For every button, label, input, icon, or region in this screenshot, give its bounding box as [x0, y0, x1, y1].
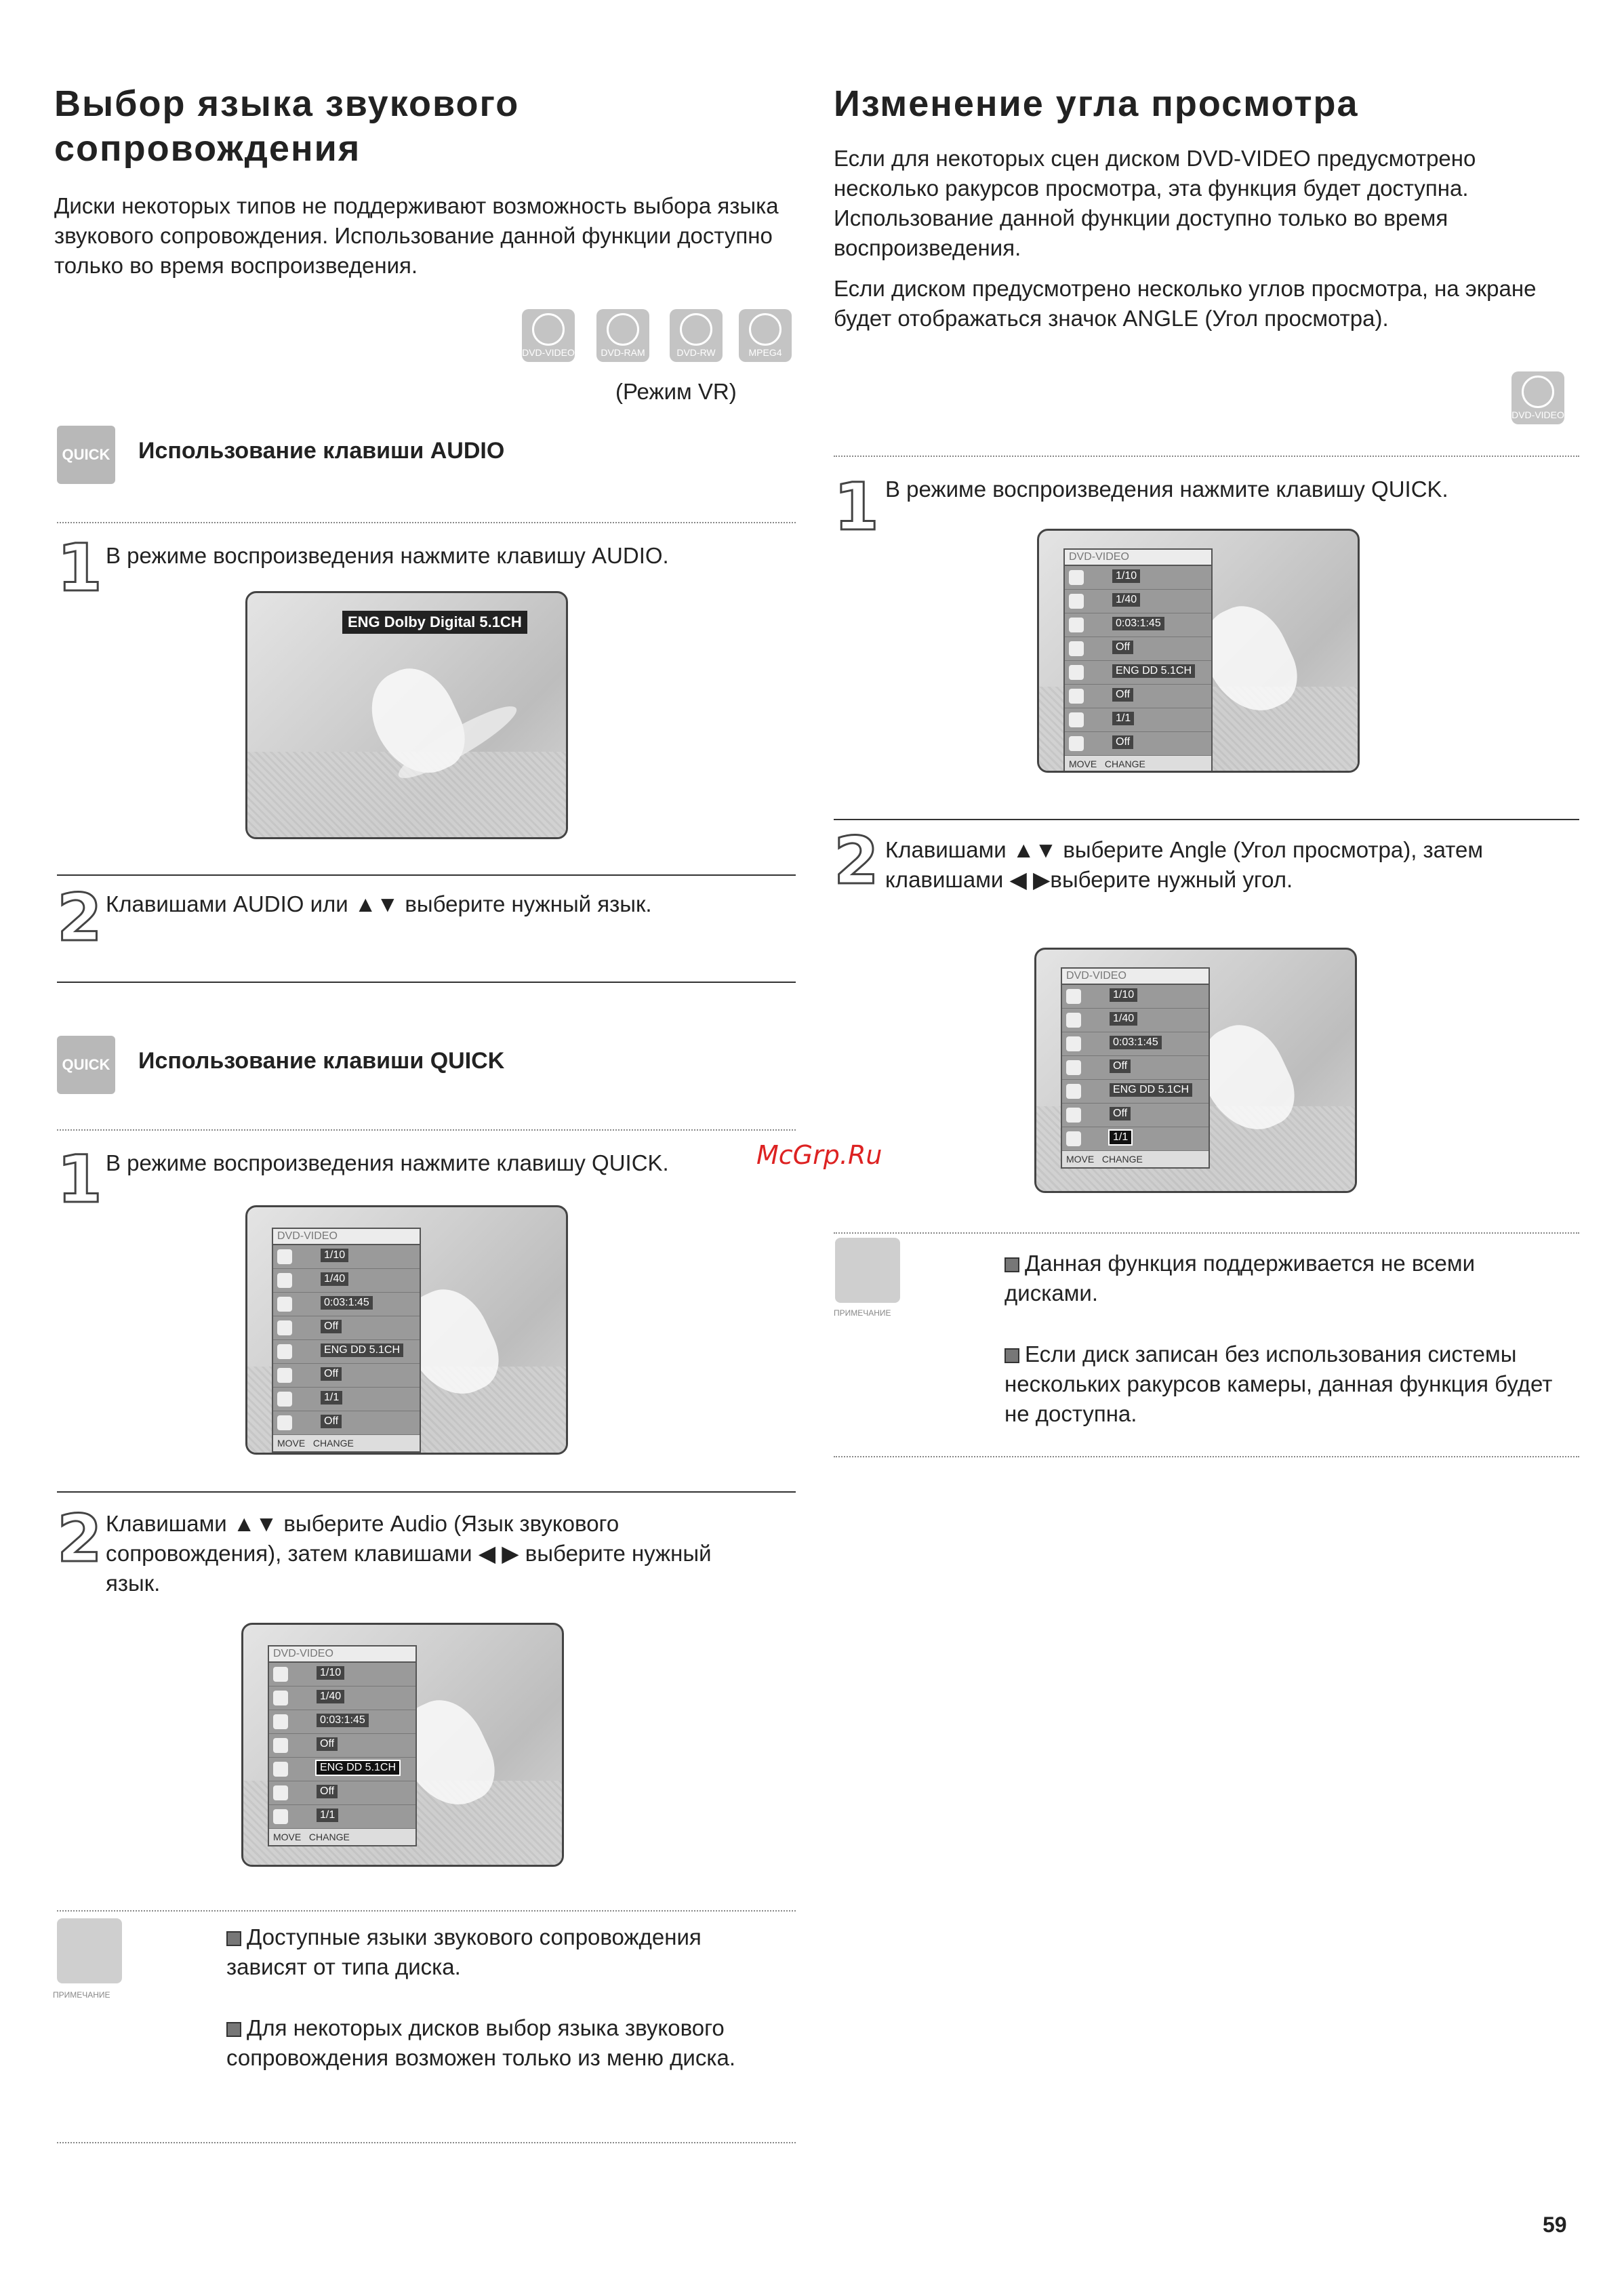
menu-title: DVD-VIDEO: [273, 1229, 420, 1245]
quick-menu: [268, 1645, 417, 1846]
divider: [57, 874, 796, 876]
menu-row[interactable]: Off: [273, 1316, 420, 1340]
step-number: 2: [57, 1501, 102, 1577]
note-label: ПРИМЕЧАНИЕ: [53, 1990, 110, 2000]
quick-menu: [1061, 967, 1210, 1169]
quick-badge-icon: QUICK: [57, 1036, 115, 1094]
divider: [57, 2142, 796, 2143]
menu-row[interactable]: Off: [1065, 685, 1211, 708]
note-item: Если диск записан без использования системы нескольких ракурсов камеры, данная функция будет не доступна.: [1004, 1341, 1553, 1426]
audio-osd-label: ENG Dolby Digital 5.1CH: [342, 611, 527, 634]
divider: [57, 1910, 796, 1912]
menu-row[interactable]: 1/10: [1062, 985, 1209, 1009]
divider: [57, 982, 796, 983]
step-number: 1: [834, 469, 879, 545]
menu-row[interactable]: 0:03:1:45: [1065, 613, 1211, 637]
note-label: ПРИМЕЧАНИЕ: [834, 1308, 891, 1318]
quick-menu-screen: [245, 1205, 568, 1455]
divider: [834, 819, 1579, 820]
divider: [834, 456, 1579, 457]
audio-menu-screen: [241, 1623, 564, 1867]
menu-row[interactable]: 1/10: [269, 1663, 415, 1686]
menu-row[interactable]: 1/1: [269, 1805, 415, 1829]
step-number: 2: [834, 823, 879, 899]
step-number: 1: [57, 1142, 102, 1217]
step-text: В режиме воспроизведения нажмите клавишу QUICK.: [885, 477, 1448, 502]
dvd-rw-icon: DVD-RW: [670, 309, 723, 362]
step-number: 2: [57, 880, 102, 956]
menu-row[interactable]: Off: [1065, 637, 1211, 661]
menu-row-audio-selected[interactable]: ENG DD 5.1CH: [269, 1758, 415, 1781]
menu-footer: MOVE CHANGE: [1062, 1151, 1209, 1167]
menu-row[interactable]: 0:03:1:45: [1062, 1032, 1209, 1056]
dvd-ram-icon: DVD-RAM: [596, 309, 649, 362]
audio-osd-screen: [245, 591, 568, 839]
menu-row[interactable]: 1/40: [269, 1686, 415, 1710]
menu-title: DVD-VIDEO: [1065, 550, 1211, 566]
menu-row[interactable]: Off: [1062, 1104, 1209, 1127]
watermark: McGrp.Ru: [756, 1140, 882, 1170]
note-pencil-icon: [57, 1918, 122, 1983]
menu-row[interactable]: Off: [273, 1364, 420, 1388]
menu-row-angle-selected[interactable]: 1/1: [1062, 1127, 1209, 1151]
menu-row[interactable]: 0:03:1:45: [273, 1293, 420, 1316]
divider: [57, 1129, 796, 1131]
menu-footer: MOVE CHANGE: [273, 1435, 420, 1451]
divider: [57, 522, 796, 523]
menu-row[interactable]: ENG DD 5.1CH: [273, 1340, 420, 1364]
step-number: 1: [57, 530, 102, 606]
left-title: Выбор языка звукового сопровождения: [54, 83, 520, 169]
divider: [834, 1232, 1579, 1234]
dvd-video-icon: DVD-VIDEO: [522, 309, 575, 362]
step-text: В режиме воспроизведения нажмите клавишу AUDIO.: [106, 543, 669, 568]
page-number: 59: [1543, 2213, 1567, 2237]
right-intro-angle: Если диском предусмотрено несколько углов просмотра, на экране будет отображаться значок ANGLE (Угол просмотра).: [834, 276, 1537, 331]
divider: [834, 1456, 1579, 1457]
note-item: Доступные языки звукового сопровождения зависят от типа диска.: [226, 1924, 702, 1979]
angle-menu-screen: [1034, 948, 1357, 1193]
left-intro: Диски некоторых типов не поддерживают возможность выбора языка звукового сопровождения. Использование данной функции доступно только во время воспроизведения.: [54, 193, 779, 278]
menu-title: DVD-VIDEO: [269, 1646, 415, 1663]
note-item: Для некоторых дисков выбор языка звукового сопровождения возможен только из меню диска.: [226, 2015, 736, 2070]
step-text: Клавишами ▲▼ выберите Angle (Угол просмотра), затем клавишами ◀ ▶выберите нужный угол.: [885, 837, 1484, 892]
note-pencil-icon: [835, 1238, 900, 1303]
menu-row[interactable]: ENG DD 5.1CH: [1062, 1080, 1209, 1104]
menu-row[interactable]: 1/10: [273, 1245, 420, 1269]
mpeg4-icon: MPEG4: [739, 309, 792, 362]
menu-title: DVD-VIDEO: [1062, 969, 1209, 985]
menu-row[interactable]: 1/1: [1065, 708, 1211, 732]
quick-menu: [1063, 548, 1213, 773]
menu-row[interactable]: Off: [1065, 732, 1211, 756]
step-text: В режиме воспроизведения нажмите клавишу QUICK.: [106, 1150, 669, 1175]
note-item: Данная функция поддерживается не всеми дисками.: [1004, 1251, 1476, 1306]
section-quick-title: Использование клавиши QUICK: [138, 1048, 505, 1074]
menu-row[interactable]: 1/10: [1065, 566, 1211, 590]
menu-row[interactable]: 0:03:1:45: [269, 1710, 415, 1734]
menu-row[interactable]: ENG DD 5.1CH: [1065, 661, 1211, 685]
quick-menu: [272, 1228, 421, 1453]
menu-row[interactable]: 1/40: [1062, 1009, 1209, 1032]
quick-badge-icon: QUICK: [57, 426, 115, 484]
menu-row[interactable]: Off: [273, 1411, 420, 1435]
menu-row[interactable]: 1/1: [273, 1388, 420, 1411]
section-audio-title: Использование клавиши AUDIO: [138, 438, 505, 464]
menu-row[interactable]: Off: [269, 1734, 415, 1758]
mode-note: (Режим VR): [615, 379, 737, 404]
menu-footer: MOVE CHANGE: [1065, 756, 1211, 772]
dvd-video-icon: DVD-VIDEO: [1511, 371, 1564, 424]
menu-row[interactable]: Off: [1062, 1056, 1209, 1080]
menu-row[interactable]: Off: [269, 1781, 415, 1805]
step-text: Клавишами AUDIO или ▲▼ выберите нужный язык.: [106, 891, 652, 916]
divider: [57, 1491, 796, 1493]
step-text: Клавишами ▲▼ выберите Audio (Язык звукового сопровождения), затем клавишами ◀ ▶ выберите нужный язык.: [106, 1511, 712, 1596]
menu-row[interactable]: 1/40: [273, 1269, 420, 1293]
quick-menu-screen: [1037, 529, 1360, 773]
menu-row[interactable]: 1/40: [1065, 590, 1211, 613]
right-intro: Если для некоторых сцен диском DVD-VIDEO предусмотрено несколько ракурсов просмотра, эта функция будет доступна. Использование данной функции доступно только во время воспроизведения.: [834, 146, 1476, 260]
menu-footer: MOVE CHANGE: [269, 1829, 415, 1845]
right-title: Изменение угла просмотра: [834, 83, 1359, 124]
